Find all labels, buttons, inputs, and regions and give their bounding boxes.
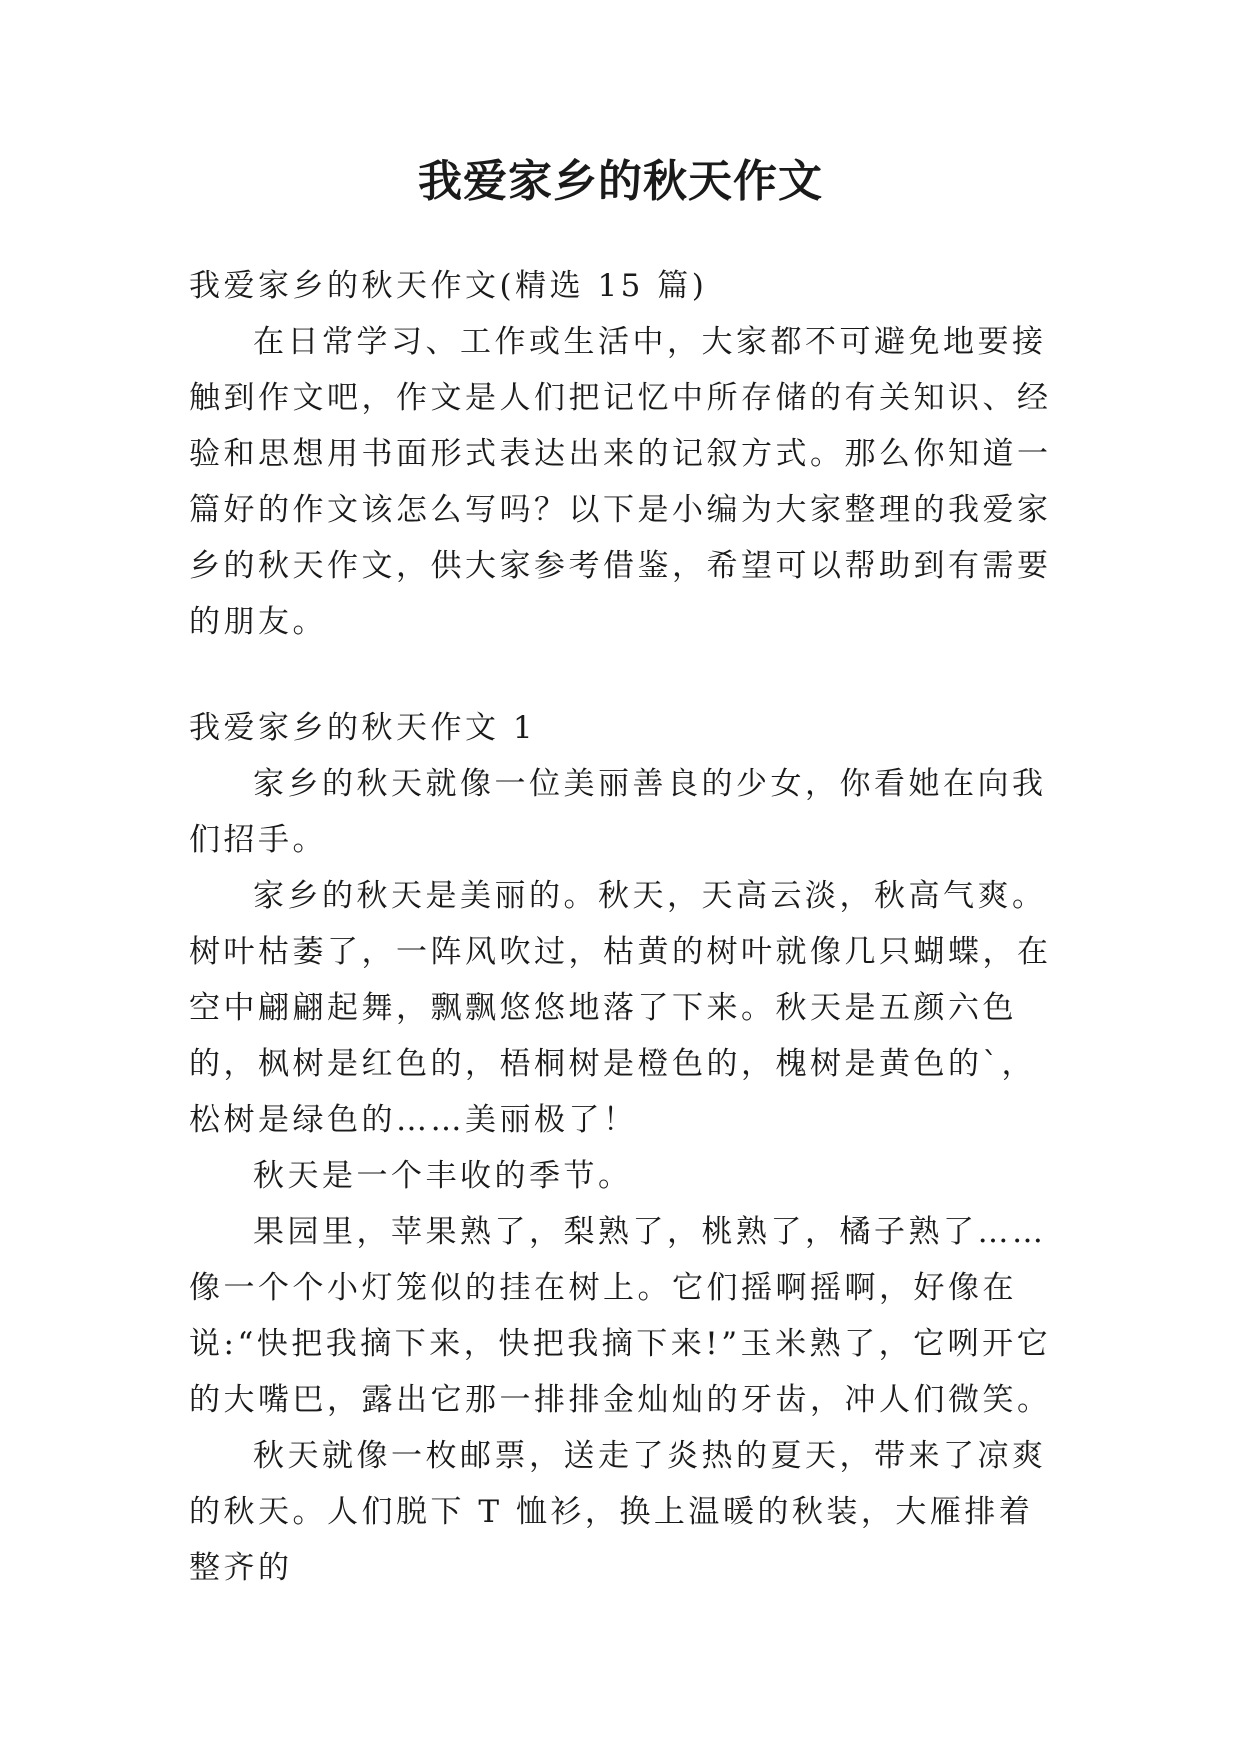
- essay-heading: 我爱家乡的秋天作文 1: [189, 710, 537, 746]
- intro-paragraph: 在日常学习、工作或生活中，大家都不可避免地要接触到作文吧，作文是人们把记忆中所存储的有关知识、经验和思想用书面形式表达出来的记叙方式。那么你知道一篇好的作文该怎么写吗？以下是小编为大家整理的我爱家乡的秋天作文，供大家参考借鉴，希望可以帮助到有需要的朋友。: [189, 324, 1052, 640]
- section-spacer: [189, 650, 1059, 700]
- document-body: [189, 258, 1059, 1596]
- essay-paragraph: 果园里，苹果熟了，梨熟了，桃熟了，橘子熟了……像一个个小灯笼似的挂在树上。它们摇啊摇啊，好像在说:“快把我摘下来，快把我摘下来!”玉米熟了，它咧开它的大嘴巴，露出它那一排排金灿灿的牙齿，冲人们微笑。: [189, 1214, 1052, 1418]
- essay-paragraph: 秋天就像一枚邮票，送走了炎热的夏天，带来了凉爽的秋天。人们脱下 T 恤衫，换上温暖的秋装，大雁排着整齐的: [189, 1438, 1047, 1586]
- collection-heading: 我爱家乡的秋天作文(精选 15 篇): [189, 268, 708, 304]
- essay-paragraph: 家乡的秋天就像一位美丽善良的少女，你看她在向我们招手。: [189, 766, 1047, 858]
- document-title: 我爱家乡的秋天作文: [418, 156, 823, 207]
- essay-paragraph: 秋天是一个丰收的季节。: [253, 1158, 633, 1194]
- essay-paragraph: 家乡的秋天是美丽的。秋天，天高云淡，秋高气爽。树叶枯萎了，一阵风吹过，枯黄的树叶就像几只蝴蝶，在空中翩翩起舞，飘飘悠悠地落了下来。秋天是五颜六色的，枫树是红色的，梧桐树是橙色的，槐树是黄色的`，松树是绿色的……美丽极了！: [189, 878, 1052, 1138]
